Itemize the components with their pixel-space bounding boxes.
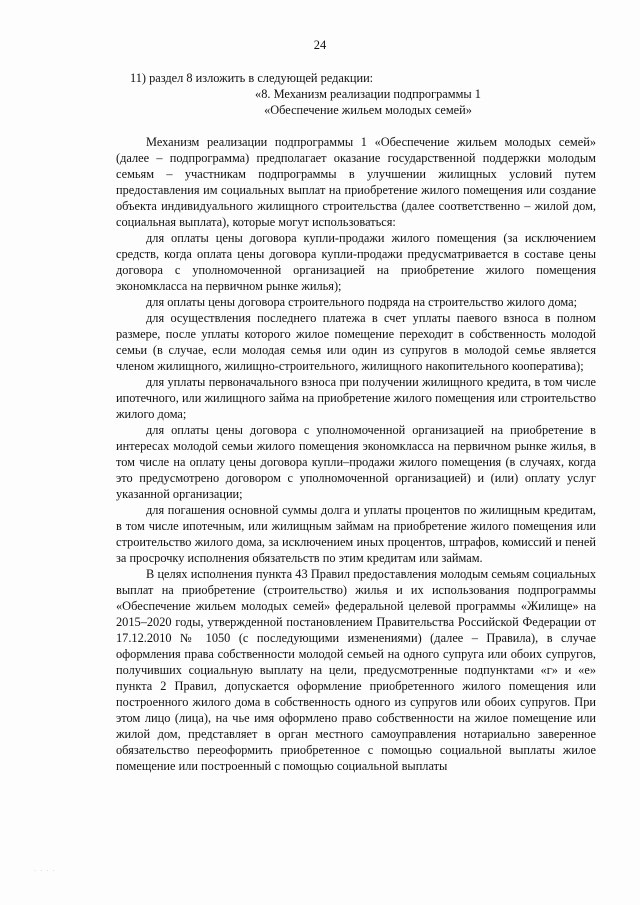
page-number: 24: [313, 38, 327, 52]
paragraph-intro: Механизм реализации подпрограммы 1 «Обеспечение жильем молодых семей» (далее – подпрограмма) предполагает оказание государственной поддержки молодым семьям – участникам подпрограммы в улучшении жилищных условий путем предоставления им социальных выплат на приобретение жилого помещения или создание объекта индивидуального жилищного строительства (далее соответственно – жилой дом, социальная выплата), которые могут использоваться:: [116, 135, 596, 229]
scan-artifact: · · · ·: [34, 867, 56, 875]
paragraph-share-payment: для осуществления последнего платежа в счет уплаты паевого взноса в полном размере, после уплаты которого жилое помещение переходит в собственность молодой семьи (в случае, если молодая семья или один из супругов в молодой семье является членом жилищного, жилищно-строительного, жилищного накопительного кооператива);: [116, 311, 596, 373]
paragraph-purchase-contract: для оплаты цены договора купли-продажи жилого помещения (за исключением средств, когда оплата цены договора купли-продажи предусматривается в составе цены договора с уполномоченной организацией на приобретение жилого помещения экономкласса на первичном рынке жилья);: [116, 231, 596, 293]
paragraph-loan-repayment: для погашения основной суммы долга и уплаты процентов по жилищным кредитам, в том числе ипотечным, или жилищным займам на приобретение жилого помещения или строительство жилого дома, за исключением иных процентов, штрафов, комиссий и пеней за просрочку исполнения обязательств по этим кредитам или займам.: [116, 503, 596, 565]
document-body: [116, 134, 596, 774]
section-heading: [118, 86, 618, 118]
heading-line-1: «8. Механизм реализации подпрограммы 1: [255, 87, 481, 101]
paragraph-authorized-organization: для оплаты цены договора с уполномоченной организацией на приобретение в интересах молодой семьи жилого помещения экономкласса на первичном рынке жилья, в том числе на оплату цены договора купли–продажи жилого помещения (в случаях, когда это предусмотрено договором с уполномоченной организацией) и (или) оплату услуг указанной организации;: [116, 423, 596, 501]
section-intro: 11) раздел 8 изложить в следующей редакции:: [130, 71, 374, 85]
paragraph-ownership: В целях исполнения пункта 43 Правил предоставления молодым семьям социальных выплат на приобретение (строительство) жилья и их использования подпрограммы «Обеспечение жильем молодых семей» федеральной целевой программы «Жилище» на 2015–2020 годы, утвержденной постановлением Правительства Российской Федерации от 17.12.2010 № 1050 (с последующими изменениями) (далее – Правила), в случае оформления права собственности молодой семьей на одного супруга или обоих супругов, получивших социальную выплату на цели, предусмотренные подпунктами «г» и «е» пункта 2 Правил, допускается оформление приобретенного жилого помещения или построенного жилого дома в собственность одного из супругов или обоих супругов. При этом лицо (лица), на чье имя оформлено право собственности на жилое помещение или жилой дом, представляет в орган местного самоуправления нотариально заверенное обязательство переоформить приобретенное с помощью социальной выплаты жилое помещение или построенный с помощью социальной выплаты: [116, 567, 596, 773]
heading-line-2: «Обеспечение жильем молодых семей»: [264, 103, 472, 117]
paragraph-down-payment: для уплаты первоначального взноса при получении жилищного кредита, в том числе ипотечного, или жилищного займа на приобретение жилого помещения или строительство жилого дома;: [116, 375, 596, 421]
paragraph-construction-contract: для оплаты цены договора строительного подряда на строительство жилого дома;: [146, 295, 578, 309]
